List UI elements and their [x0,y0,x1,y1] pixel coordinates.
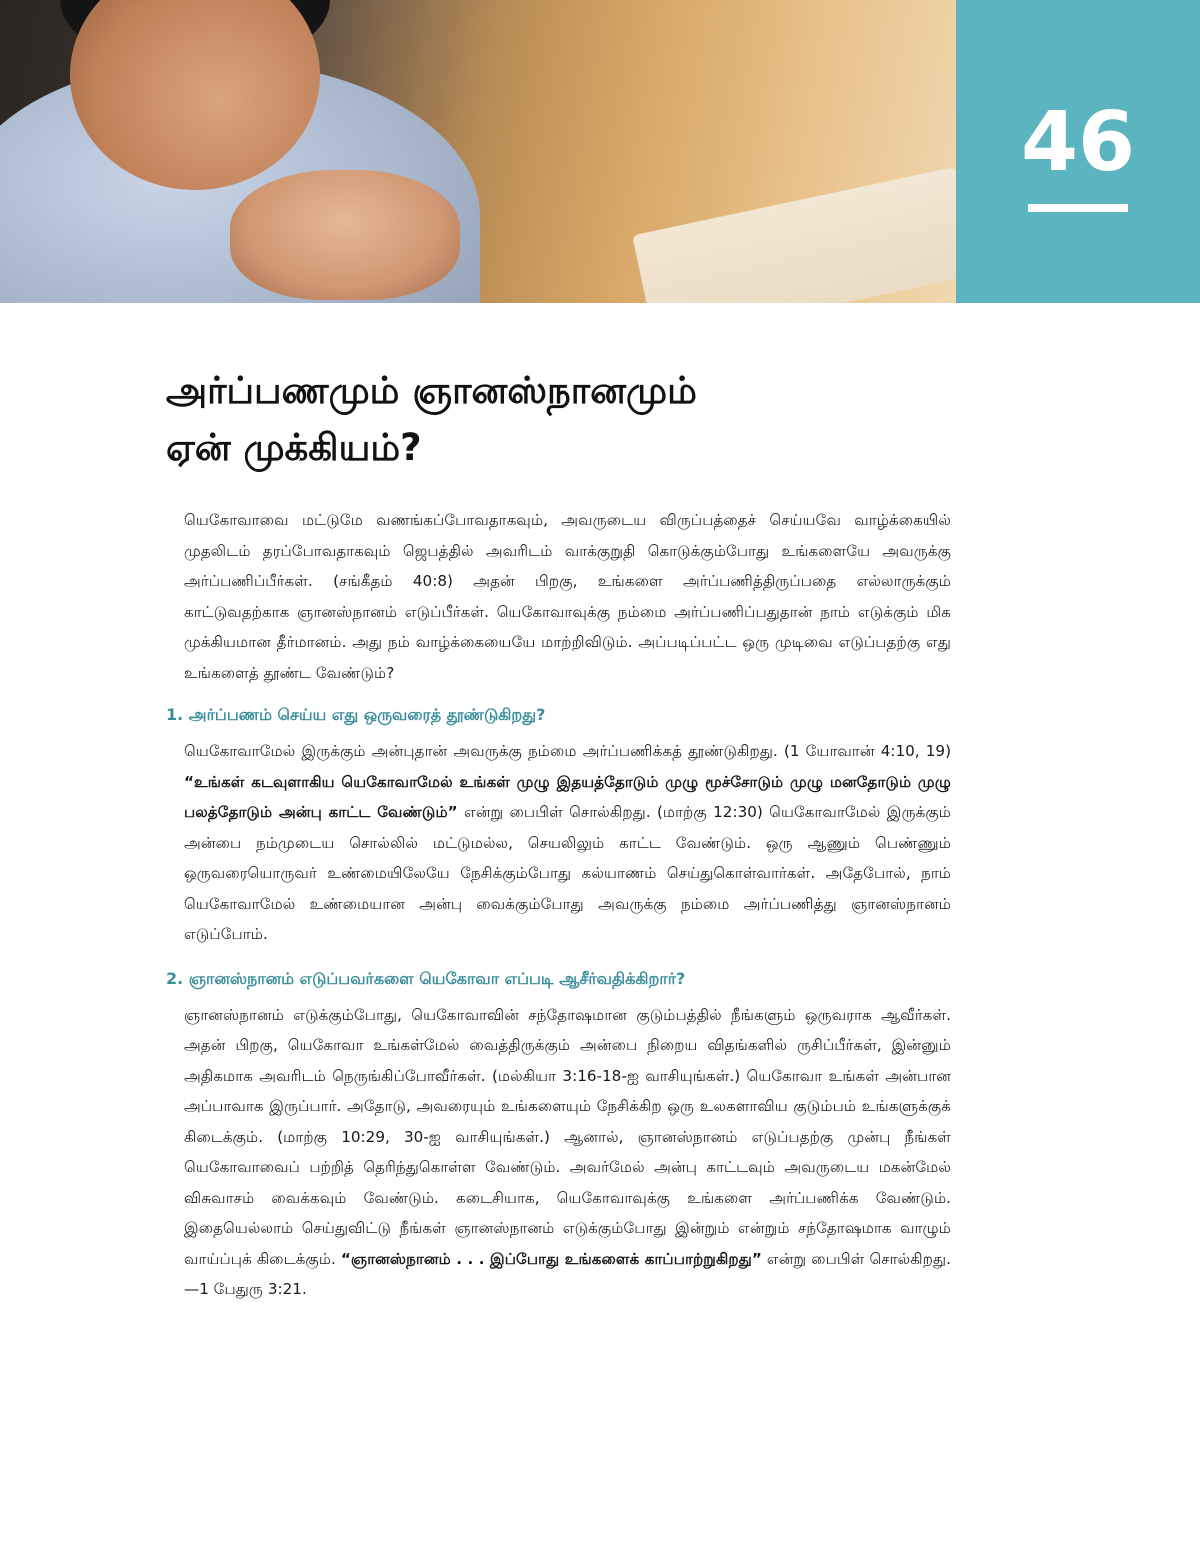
title-line-1: அர்ப்பணமும் ஞானஸ்நானமும் [166,369,697,412]
answer-1-text-b: என்று பைபிள் சொல்கிறது. (மாற்கு 12:30) யெகோவாமேல் இருக்கும் அன்பை நம்முடைய சொல்லில் மட்டுமல்ல, செயலிலும் காட்ட வேண்டும். ஒரு ஆணும் பெண்ணும் ஒருவரையொருவர் உண்மையிலேயே நேசிக்கும்போது கல்யாணம் செய்துகொள்வார்கள். அதேபோல், நாம் யெகோவாமேல் உண்மையான அன்பு வைக்கும்போது அவருக்கு நம்மை அர்ப்பணித்து ஞானஸ்நானம் எடுப்போம். [184,803,951,943]
answer-2-text-a: ஞானஸ்நானம் எடுக்கும்போது, யெகோவாவின் சந்தோஷமான குடும்பத்தில் நீங்களும் ஒருவராக ஆவீர்கள். அதன் பிறகு, யெகோவா உங்கள்மேல் வைத்திருக்கும் அன்பை நிறைய விதங்களில் ருசிப்பீர்கள், இன்னும் அதிகமாக அவரிடம் நெருங்கிப்போவீர்கள். (மல்கியா 3:16-18-ஐ வாசியுங்கள்.) யெகோவா உங்கள் அன்பான அப்பாவாக இருப்பார். அதோடு, அவரையும் உங்களையும் நேசிக்கிற ஒரு உலகளாவிய குடும்பம் உங்களுக்குக் கிடைக்கும். (மாற்கு 10:29, 30-ஐ வாசியுங்கள்.) ஆனால், ஞானஸ்நானம் எடுப்பதற்கு முன்பு நீங்கள் யெகோவாவைப் பற்றித் தெரிந்துகொள்ள வேண்டும். அவர்மேல் அன்பு காட்டவும் அவருடைய மகன்மேல் விசுவாசம் வைக்கவும் வேண்டும். கடைசியாக, யெகோவாவுக்கு உங்களை அர்ப்பணிக்க வேண்டும். இதையெல்லாம் செய்துவிட்டு நீங்கள் ஞானஸ்நானம் எடுக்கும்போது இன்றும் என்றும் சந்தோஷமாக வாழும் வாய்ப்புக் கிடைக்கும். [184,1005,951,1268]
answer-1-bible-quote: “உங்கள் கடவுளாகிய யெகோவாமேல் உங்கள் முழு இதயத்தோடும் முழு மூச்சோடும் முழு மனதோடும் முழு பலத்தோடும் அன்பு காட்ட வேண்டும்” [184,772,951,821]
chapter-underline [1028,204,1128,212]
answer-2-text-b: என்று பைபிள் சொல்கிறது.—1 பேதுரு 3:21. [184,1249,951,1298]
header-photo [0,0,956,303]
question-1-heading: 1. அர்ப்பணம் செய்ய எது ஒருவரைத் தூண்டுகிறது? [166,705,546,724]
answer-1-paragraph [166,736,951,950]
photo-open-book [632,167,956,303]
chapter-badge [956,0,1200,303]
title-line-2: ஏன் முக்கியம்? [166,426,422,470]
chapter-number: 46 [1020,95,1136,190]
answer-2-paragraph [166,1000,951,1305]
answer-2-bible-quote: “ஞானஸ்நானம் . . . இப்போது உங்களைக் காப்பாற்றுகிறது” [340,1249,762,1268]
article-body [166,505,951,1305]
question-2-heading: 2. ஞானஸ்நானம் எடுப்பவர்களை யெகோவா எப்படி ஆசீர்வதிக்கிறார்? [166,968,686,988]
page-title [166,362,1046,477]
intro-paragraph: யெகோவாவை மட்டுமே வணங்கப்போவதாகவும், அவருடைய விருப்பத்தைச் செய்யவே வாழ்க்கையில் முதலிடம் தரப்போவதாகவும் ஜெபத்தில் அவரிடம் வாக்குறுதி கொடுக்கும்போது உங்களையே அவருக்கு அர்ப்பணிப்பீர்கள். (சங்கீதம் 40:8) அதன் பிறகு, உங்களை அர்ப்பணித்திருப்பதை எல்லாருக்கும் காட்டுவதற்காக ஞானஸ்நானம் எடுப்பீர்கள். யெகோவாவுக்கு நம்மை அர்ப்பணிப்பதுதான் நாம் எடுக்கும் மிக முக்கியமான தீர்மானம். அது நம் வாழ்க்கையையே மாற்றிவிடும். அப்படிப்பட்ட ஒரு முடிவை எடுப்பதற்கு எது உங்களைத் தூண்ட வேண்டும்? [184,511,951,682]
photo-praying-hands [230,170,460,300]
answer-1-text-a: யெகோவாமேல் இருக்கும் அன்புதான் அவருக்கு நம்மை அர்ப்பணிக்கத் தூண்டுகிறது. (1 யோவான் 4:10, 19) [184,742,951,760]
